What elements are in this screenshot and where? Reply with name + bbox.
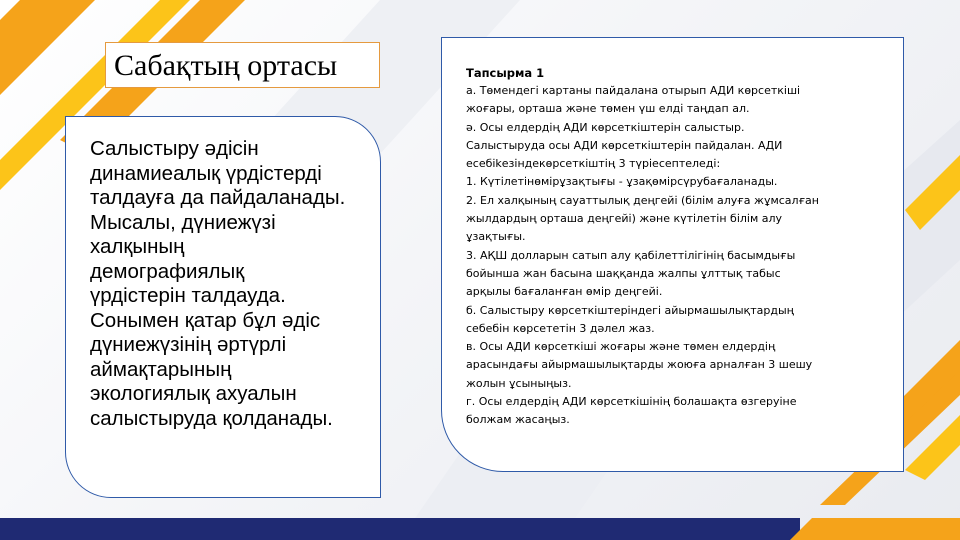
task-line: болжам жасаңыз. — [466, 413, 570, 427]
task-line: ә. Осы елдердің АДИ көрсеткіштерін салыстыр. — [466, 120, 745, 134]
bottom-band — [0, 518, 960, 540]
task-line: 1. Күтілетінөмірұзақтығы - ұзақөмірсүрубағаланады. — [466, 175, 778, 189]
left-text-card — [65, 116, 381, 498]
task-line: ұзақтығы. — [466, 230, 526, 244]
task-line: 2. Ел халқының сауаттылық деңгейі (білім алуға жұмсалған — [466, 193, 819, 207]
task-line: б. Салыстыру көрсеткіштеріндегі айырмашылықтардың — [466, 303, 794, 317]
task-line: г. Осы елдердің АДИ көрсеткішінің болашақта өзгеруіне — [466, 395, 797, 409]
task-line: жолын ұсыныңыз. — [466, 376, 572, 390]
task-line: себебін көрсететін 3 дәлел жаз. — [466, 321, 655, 335]
task-card — [441, 37, 904, 472]
task-line: есебіkезіндекөрсеткіштің 3 түріесептеледі: — [466, 157, 721, 171]
task-line: жоғары, орташа және төмен үш елді таңдап ал. — [466, 102, 750, 116]
task-line: в. Осы АДИ көрсеткіші жоғары және төмен елдердің — [466, 340, 776, 354]
task-line: арасындағы айырмашылықтарды жоюға арналған 3 шешу — [466, 358, 813, 372]
band-orange-accent — [790, 518, 960, 540]
task-line: 3. АҚШ долларын сатып алу қабілеттілігінің басымдығы — [466, 248, 796, 262]
slide-title: Сабақтың ортасы — [114, 49, 338, 82]
task-line: арқылы бағаланған өмір деңгейі. — [466, 285, 663, 299]
task-line: бойынша жан басына шаққанда жалпы ұлттық табыс — [466, 266, 781, 280]
task-line: а. Төмендегі картаны пайдалана отырып АДИ көрсеткіші — [466, 84, 801, 97]
title-box — [105, 42, 380, 88]
task-line: жылдардың орташа деңгейі) және күтілетін білім алу — [466, 212, 783, 226]
navy-band — [0, 518, 800, 540]
task-title: Тапсырма 1 — [466, 66, 545, 80]
left-card-text: Салыстыру әдісін динамиеалық үрдістерді талдауға да пайдаланады. Мысалы, дүниежүзі халқының демографиялық үрдістерін талдауда. Сонымен қатар бұл әдіс дүниежүзінің әртүрлі аймақтарының экологиялық ахуалын салыстыруда қолданады. — [90, 137, 346, 430]
task-line: Салыстыруда осы АДИ көрсеткіштерін пайдалан. АДИ — [466, 138, 783, 152]
